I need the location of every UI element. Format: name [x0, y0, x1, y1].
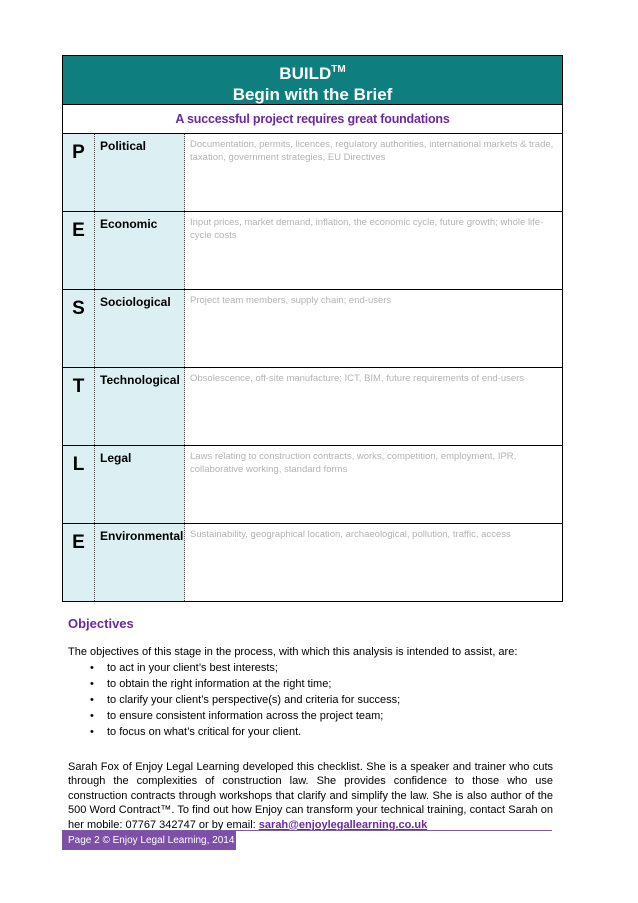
- list-item-text: to clarify your client’s perspective(s) and criteria for success;: [107, 694, 401, 706]
- row-factor: Technological: [95, 368, 185, 445]
- objectives-list: [90, 660, 400, 740]
- table-row-environmental: [63, 524, 562, 601]
- row-letter: E: [63, 524, 95, 601]
- tagline: A successful project requires great foundations: [63, 105, 562, 134]
- row-letter: S: [63, 290, 95, 367]
- page-footer: Page 2 © Enjoy Legal Learning, 2014: [62, 831, 236, 850]
- table-row-sociological: [63, 290, 562, 368]
- list-item: [90, 692, 400, 708]
- bullet-icon: •: [90, 710, 94, 722]
- list-item-text: to obtain the right information at the right time;: [107, 678, 332, 690]
- list-item: [90, 708, 400, 724]
- row-letter: L: [63, 446, 95, 523]
- bullet-icon: •: [90, 662, 94, 674]
- row-description: Input prices, market demand, inflation, the economic cycle, future growth; whole life-cycle costs: [190, 217, 544, 241]
- bullet-icon: •: [90, 678, 94, 690]
- header-subtitle: Begin with the Brief: [232, 85, 393, 104]
- list-item: [90, 676, 400, 692]
- list-item: [90, 724, 400, 740]
- row-factor: Political: [95, 134, 185, 211]
- row-description: Project team members, supply chain; end-users: [190, 295, 392, 306]
- row-factor: Legal: [95, 446, 185, 523]
- bullet-icon: •: [90, 726, 94, 738]
- row-letter: E: [63, 212, 95, 289]
- list-item-text: to act in your client’s best interests;: [107, 662, 278, 674]
- bullet-icon: •: [90, 694, 94, 706]
- header-title-line: [63, 59, 562, 84]
- header-title: BUILD: [279, 64, 332, 83]
- table-row-political: [63, 134, 562, 212]
- list-item: [90, 660, 400, 676]
- email-link[interactable]: sarah@enjoylegallearning.co.uk: [258, 818, 428, 831]
- list-item-text: to focus on what’s critical for your client.: [107, 726, 302, 738]
- row-letter: T: [63, 368, 95, 445]
- table-header: [63, 56, 562, 105]
- row-factor: Economic: [95, 212, 185, 289]
- row-description: Documentation, permits, licences, regulatory authorities, international markets & trade, taxation, government strategies, EU Directives: [190, 139, 554, 163]
- pestle-table: [62, 55, 563, 602]
- objectives-intro: The objectives of this stage in the process, with which this analysis is intended to assist, are:: [68, 646, 518, 658]
- trademark-mark: TM: [331, 64, 346, 75]
- row-description: Obsolescence, off-site manufacture; ICT, BIM, future requirements of end-users: [190, 373, 525, 384]
- row-factor: Environmental: [95, 524, 185, 601]
- row-letter: P: [63, 134, 95, 211]
- list-item-text: to ensure consistent information across the project team;: [107, 710, 384, 722]
- row-factor: Sociological: [95, 290, 185, 367]
- bio-text: Sarah Fox of Enjoy Legal Learning developed this checklist. She is a speaker and trainer who cuts through the complexities of construction law. She provides confidence to those who use construction contracts through workshops that clarify and simplify the law. She is also author of the 500 Word Contract™. To find out how Enjoy can transform your technical training, contact Sarah on her mobile: 07767 342747 or by email:: [68, 761, 553, 831]
- row-description: Laws relating to construction contracts, works, competition, employment, IPR, collaborative working, standard forms: [190, 451, 517, 475]
- table-row-technological: [63, 368, 562, 446]
- table-row-economic: [63, 212, 562, 290]
- objectives-heading: Objectives: [68, 616, 134, 631]
- author-bio: [68, 760, 553, 832]
- table-row-legal: [63, 446, 562, 524]
- row-description: Sustainability, geographical location, archaeological, pollution, traffic, access: [190, 529, 511, 540]
